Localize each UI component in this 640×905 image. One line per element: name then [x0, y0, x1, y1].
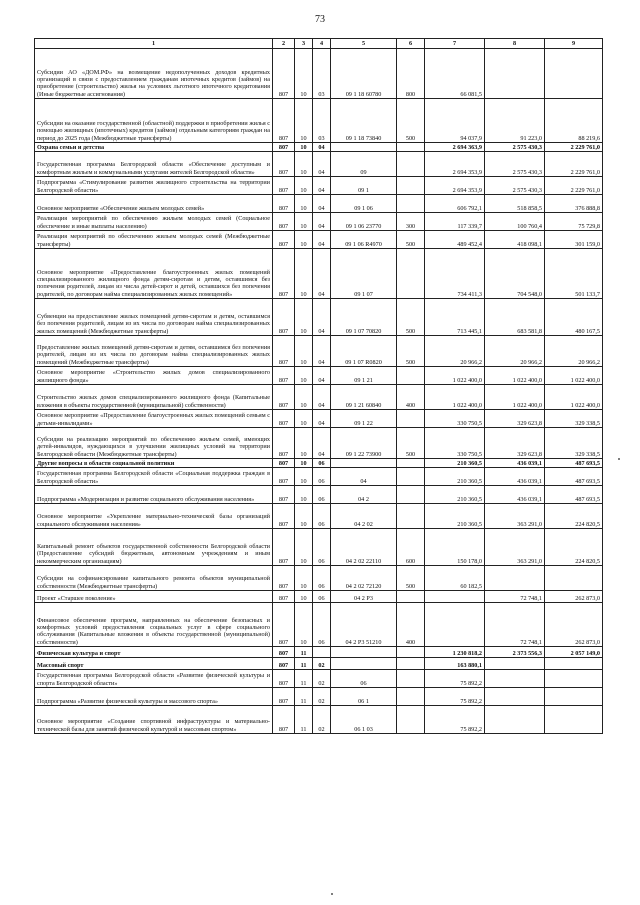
expense-type-cell: 500	[397, 99, 425, 143]
amount-year3-cell: 480 167,5	[545, 299, 603, 336]
amount-year3-cell: 224 820,5	[545, 529, 603, 566]
row-name-cell: Охрана семьи и детства	[35, 143, 273, 152]
subsection-code-cell: 04	[313, 367, 331, 385]
admin-code-cell: 807	[273, 566, 295, 591]
amount-year1-cell: 20 966,2	[425, 336, 485, 367]
table-row	[35, 195, 603, 213]
amount-year1-cell: 330 750,5	[425, 428, 485, 459]
expense-type-cell: 600	[397, 529, 425, 566]
row-name-cell: Основное мероприятие «Предоставление благоустроенных жилых помещений специализированного жилищного фонда детям-сиротам и детям, оставшимся без попечения родителей, лицам из числа детей-сирот и детей, оставшихся без попечения родителей, по договорам найма специализированных жилых помещений»	[35, 249, 273, 299]
target-article-cell: 09 1 07 R0820	[331, 336, 397, 367]
table-row	[35, 213, 603, 231]
amount-year3-cell: 487 693,5	[545, 486, 603, 504]
target-article-cell: 09 1 07 70820	[331, 299, 397, 336]
amount-year1-cell: 150 178,0	[425, 529, 485, 566]
amount-year3-cell: 1 022 400,0	[545, 385, 603, 410]
amount-year3-cell	[545, 688, 603, 706]
amount-year3-cell: 301 159,0	[545, 231, 603, 249]
amount-year3-cell: 501 133,7	[545, 249, 603, 299]
row-name-cell: Основное мероприятие «Укрепление материально-технической базы организаций социального обслуживания населения»	[35, 504, 273, 529]
column-header: 8	[485, 39, 545, 49]
section-code-cell: 10	[295, 428, 313, 459]
target-article-cell: 09 1 06 R4970	[331, 231, 397, 249]
admin-code-cell: 807	[273, 177, 295, 195]
scan-speck	[618, 458, 620, 460]
admin-code-cell: 807	[273, 670, 295, 688]
amount-year2-cell: 100 760,4	[485, 213, 545, 231]
row-name-cell: Строительство жилых домов специализированного жилищного фонда (Капитальные вложения в объекты государственной (муниципальной) собственности)	[35, 385, 273, 410]
table-row	[35, 688, 603, 706]
admin-code-cell: 807	[273, 195, 295, 213]
amount-year2-cell: 518 858,5	[485, 195, 545, 213]
admin-code-cell: 807	[273, 459, 295, 468]
amount-year2-cell: 72 748,1	[485, 603, 545, 647]
table-row	[35, 428, 603, 459]
amount-year3-cell: 2 229 761,0	[545, 152, 603, 177]
column-header: 5	[331, 39, 397, 49]
table-row	[35, 367, 603, 385]
row-name-cell: Основное мероприятие «Строительство жилых домов специализированного жилищного фонда»	[35, 367, 273, 385]
table-row	[35, 249, 603, 299]
amount-year2-cell: 329 623,8	[485, 428, 545, 459]
table-row	[35, 336, 603, 367]
target-article-cell: 09 1 22	[331, 410, 397, 428]
expense-type-cell	[397, 410, 425, 428]
row-name-cell: Массовый спорт	[35, 658, 273, 670]
row-name-cell: Субсидии на реализацию мероприятий по обеспечению жильем семей, имеющих детей-инвалидов, нуждающихся в улучшении жилищных условий на территории Белгородской области (Межбюджетные трансферты)	[35, 428, 273, 459]
section-code-cell: 10	[295, 603, 313, 647]
amount-year2-cell: 436 039,1	[485, 459, 545, 468]
amount-year2-cell	[485, 688, 545, 706]
amount-year2-cell	[485, 658, 545, 670]
target-article-cell: 06 1 03	[331, 706, 397, 734]
section-code-cell: 11	[295, 670, 313, 688]
admin-code-cell: 807	[273, 385, 295, 410]
admin-code-cell: 807	[273, 99, 295, 143]
admin-code-cell: 807	[273, 529, 295, 566]
subsection-code-cell: 02	[313, 688, 331, 706]
expense-type-cell	[397, 706, 425, 734]
target-article-cell: 04 2 02 72120	[331, 566, 397, 591]
column-header: 1	[35, 39, 273, 49]
amount-year2-cell: 329 623,8	[485, 410, 545, 428]
expense-type-cell	[397, 152, 425, 177]
amount-year3-cell	[545, 49, 603, 99]
target-article-cell	[331, 143, 397, 152]
admin-code-cell: 807	[273, 49, 295, 99]
subsection-code-cell: 04	[313, 177, 331, 195]
section-code-cell: 10	[295, 49, 313, 99]
row-name-cell: Государственная программа Белгородской области «Развитие физической культуры и спорта Белгородской области»	[35, 670, 273, 688]
section-code-cell: 10	[295, 486, 313, 504]
target-article-cell: 09 1 22 73900	[331, 428, 397, 459]
row-name-cell: Реализация мероприятий по обеспечению жильем молодых семей (Межбюджетные трансферты)	[35, 231, 273, 249]
column-header: 6	[397, 39, 425, 49]
amount-year2-cell: 363 291,0	[485, 504, 545, 529]
subsection-code-cell: 04	[313, 143, 331, 152]
row-name-cell: Подпрограмма «Развитие физической культуры и массового спорта»	[35, 688, 273, 706]
column-header: 2	[273, 39, 295, 49]
amount-year2-cell: 2 373 556,3	[485, 647, 545, 658]
amount-year1-cell: 210 360,5	[425, 504, 485, 529]
target-article-cell: 09 1 18 73840	[331, 99, 397, 143]
table-row	[35, 410, 603, 428]
amount-year2-cell: 2 575 430,3	[485, 143, 545, 152]
admin-code-cell: 807	[273, 213, 295, 231]
row-name-cell: Основное мероприятие «Предоставление благоустроенных жилых помещений семьям с детьми-инвалидами»	[35, 410, 273, 428]
amount-year2-cell	[485, 566, 545, 591]
amount-year2-cell	[485, 706, 545, 734]
expense-type-cell	[397, 468, 425, 486]
amount-year3-cell: 224 820,5	[545, 504, 603, 529]
admin-code-cell: 807	[273, 336, 295, 367]
row-name-cell: Субсидии АО «ДОМ.РФ» на возмещение недополученных доходов кредитных организаций в связи с предоставлением гражданам ипотечных кредитов (займов) на приобретение (строительство) жилья на условиях льготного ипотечного кредитования (Иные бюджетные ассигнования)	[35, 49, 273, 99]
expense-type-cell	[397, 504, 425, 529]
amount-year1-cell	[425, 603, 485, 647]
budget-table	[34, 38, 603, 734]
expense-type-cell	[397, 670, 425, 688]
row-name-cell: Подпрограмма «Стимулирование развития жилищного строительства на территории Белгородской области»	[35, 177, 273, 195]
subsection-code-cell: 03	[313, 99, 331, 143]
amount-year2-cell: 363 291,0	[485, 529, 545, 566]
row-name-cell: Предоставление жилых помещений детям-сиротам и детям, оставшимся без попечения родителей, лицам из их числа по договорам найма специализированных жилых помещений (Межбюджетные трансферты)	[35, 336, 273, 367]
amount-year1-cell: 75 892,2	[425, 670, 485, 688]
amount-year3-cell: 329 338,5	[545, 410, 603, 428]
amount-year1-cell: 713 445,1	[425, 299, 485, 336]
amount-year1-cell: 210 360,5	[425, 486, 485, 504]
expense-type-cell	[397, 367, 425, 385]
table-row	[35, 49, 603, 99]
section-code-cell: 10	[295, 385, 313, 410]
amount-year2-cell: 1 022 400,0	[485, 367, 545, 385]
table-row	[35, 591, 603, 603]
section-code-cell: 10	[295, 231, 313, 249]
admin-code-cell: 807	[273, 658, 295, 670]
amount-year1-cell: 66 081,5	[425, 49, 485, 99]
row-name-cell: Основное мероприятие «Создание спортивной инфраструктуры и материально-технической базы для занятий физической культурой и массовым спортом»	[35, 706, 273, 734]
section-code-cell: 10	[295, 195, 313, 213]
admin-code-cell: 807	[273, 504, 295, 529]
amount-year1-cell: 330 750,5	[425, 410, 485, 428]
amount-year1-cell: 734 411,3	[425, 249, 485, 299]
section-code-cell: 10	[295, 410, 313, 428]
target-article-cell: 09 1 07	[331, 249, 397, 299]
amount-year3-cell	[545, 658, 603, 670]
section-code-cell: 10	[295, 367, 313, 385]
table-row	[35, 143, 603, 152]
admin-code-cell: 807	[273, 143, 295, 152]
target-article-cell: 04	[331, 468, 397, 486]
target-article-cell: 09 1 06	[331, 195, 397, 213]
amount-year3-cell: 376 888,8	[545, 195, 603, 213]
subsection-code-cell: 06	[313, 486, 331, 504]
amount-year1-cell: 75 892,2	[425, 688, 485, 706]
section-code-cell: 10	[295, 336, 313, 367]
amount-year1-cell: 606 792,1	[425, 195, 485, 213]
row-name-cell: Капитальный ремонт объектов государственной собственности Белгородской области (Предоставление субсидий бюджетным, автономным учреждениям и иным некоммерческим организациям)	[35, 529, 273, 566]
subsection-code-cell: 04	[313, 299, 331, 336]
amount-year3-cell: 88 219,6	[545, 99, 603, 143]
subsection-code-cell: 06	[313, 591, 331, 603]
amount-year3-cell: 20 966,2	[545, 336, 603, 367]
subsection-code-cell: 04	[313, 385, 331, 410]
table-row	[35, 152, 603, 177]
expense-type-cell	[397, 249, 425, 299]
table-row	[35, 706, 603, 734]
amount-year3-cell: 75 729,8	[545, 213, 603, 231]
row-name-cell: Другие вопросы в области социальной политики	[35, 459, 273, 468]
section-code-cell: 10	[295, 566, 313, 591]
admin-code-cell: 807	[273, 249, 295, 299]
section-code-cell: 10	[295, 249, 313, 299]
section-code-cell: 11	[295, 706, 313, 734]
amount-year2-cell: 2 575 430,3	[485, 152, 545, 177]
row-name-cell: Государственная программа Белгородской области «Обеспечение доступным и комфортным жильем и коммунальными услугами жителей Белгородской области»	[35, 152, 273, 177]
table-row	[35, 231, 603, 249]
section-code-cell: 11	[295, 658, 313, 670]
subsection-code-cell: 06	[313, 529, 331, 566]
expense-type-cell: 500	[397, 299, 425, 336]
table-row	[35, 529, 603, 566]
table-row	[35, 603, 603, 647]
expense-type-cell: 500	[397, 428, 425, 459]
expense-type-cell: 500	[397, 231, 425, 249]
table-row	[35, 468, 603, 486]
expense-type-cell: 300	[397, 213, 425, 231]
subsection-code-cell: 04	[313, 195, 331, 213]
expense-type-cell	[397, 647, 425, 658]
subsection-code-cell: 06	[313, 468, 331, 486]
row-name-cell: Субсидии на софинансирование капитального ремонта объектов муниципальной собственности (Межбюджетные трансферты)	[35, 566, 273, 591]
section-code-cell: 10	[295, 152, 313, 177]
target-article-cell: 04 2 P3 51210	[331, 603, 397, 647]
expense-type-cell	[397, 195, 425, 213]
subsection-code-cell: 04	[313, 231, 331, 249]
target-article-cell: 09 1 06 23770	[331, 213, 397, 231]
amount-year1-cell: 1 022 400,0	[425, 367, 485, 385]
subsection-code-cell: 06	[313, 504, 331, 529]
amount-year1-cell: 2 694 353,9	[425, 152, 485, 177]
target-article-cell: 09 1 21	[331, 367, 397, 385]
subsection-code-cell: 02	[313, 658, 331, 670]
amount-year2-cell: 91 223,0	[485, 99, 545, 143]
table-header-row	[35, 39, 603, 49]
section-code-cell: 11	[295, 688, 313, 706]
row-name-cell: Реализация мероприятий по обеспечению жильем молодых семей (Социальное обеспечение и иные выплаты населению)	[35, 213, 273, 231]
admin-code-cell: 807	[273, 299, 295, 336]
subsection-code-cell	[313, 647, 331, 658]
amount-year3-cell	[545, 670, 603, 688]
amount-year1-cell: 117 339,7	[425, 213, 485, 231]
column-header: 4	[313, 39, 331, 49]
amount-year1-cell: 94 037,9	[425, 99, 485, 143]
expense-type-cell	[397, 688, 425, 706]
amount-year3-cell: 262 873,0	[545, 603, 603, 647]
admin-code-cell: 807	[273, 688, 295, 706]
amount-year1-cell: 60 182,5	[425, 566, 485, 591]
section-code-cell: 10	[295, 504, 313, 529]
subsection-code-cell: 06	[313, 459, 331, 468]
amount-year1-cell: 489 452,4	[425, 231, 485, 249]
subsection-code-cell: 02	[313, 670, 331, 688]
target-article-cell: 04 2 02 22110	[331, 529, 397, 566]
subsection-code-cell: 04	[313, 336, 331, 367]
table-row	[35, 658, 603, 670]
admin-code-cell: 807	[273, 706, 295, 734]
expense-type-cell	[397, 459, 425, 468]
admin-code-cell: 807	[273, 231, 295, 249]
subsection-code-cell: 03	[313, 49, 331, 99]
section-code-cell: 10	[295, 468, 313, 486]
admin-code-cell: 807	[273, 591, 295, 603]
table-row	[35, 177, 603, 195]
amount-year3-cell: 2 057 149,0	[545, 647, 603, 658]
target-article-cell	[331, 459, 397, 468]
row-name-cell: Физическая культура и спорт	[35, 647, 273, 658]
subsection-code-cell: 02	[313, 706, 331, 734]
subsection-code-cell: 06	[313, 566, 331, 591]
amount-year2-cell: 704 548,0	[485, 249, 545, 299]
amount-year3-cell	[545, 706, 603, 734]
admin-code-cell: 807	[273, 367, 295, 385]
section-code-cell: 11	[295, 647, 313, 658]
amount-year1-cell: 210 360,5	[425, 459, 485, 468]
amount-year3-cell: 329 338,5	[545, 428, 603, 459]
section-code-cell: 10	[295, 213, 313, 231]
page-number: 73	[315, 14, 325, 25]
expense-type-cell: 400	[397, 603, 425, 647]
row-name-cell: Государственная программа Белгородской области «Социальная поддержка граждан в Белгородской области»	[35, 468, 273, 486]
target-article-cell: 06 1	[331, 688, 397, 706]
target-article-cell: 09 1 21 60840	[331, 385, 397, 410]
subsection-code-cell: 06	[313, 603, 331, 647]
amount-year3-cell: 2 229 761,0	[545, 143, 603, 152]
target-article-cell: 09	[331, 152, 397, 177]
target-article-cell: 04 2	[331, 486, 397, 504]
row-name-cell: Финансовое обеспечение программ, направленных на обеспечение безопасных и комфортных условий предоставления социальных услуг в сфере социального обслуживания (Капитальные вложения в объекты государственной (муниципальной) собственности)	[35, 603, 273, 647]
amount-year3-cell	[545, 566, 603, 591]
subsection-code-cell: 04	[313, 213, 331, 231]
subsection-code-cell: 04	[313, 249, 331, 299]
target-article-cell	[331, 647, 397, 658]
amount-year1-cell: 210 360,5	[425, 468, 485, 486]
target-article-cell	[331, 658, 397, 670]
expense-type-cell: 800	[397, 49, 425, 99]
section-code-cell: 10	[295, 299, 313, 336]
row-name-cell: Субсидии на оказание государственной (областной) поддержки в приобретении жилья с помощью жилищных (ипотечных) кредитов (займов) отдельным категориям граждан на период до 2025 года (Межбюджетные трансферты)	[35, 99, 273, 143]
row-name-cell: Подпрограмма «Модернизация и развитие социального обслуживания населения»	[35, 486, 273, 504]
section-code-cell: 10	[295, 529, 313, 566]
amount-year2-cell: 2 575 430,3	[485, 177, 545, 195]
row-name-cell: Субвенции на предоставление жилых помещений детям-сиротам и детям, оставшимся без попечения родителей, лицам из их числа по договорам найма специализированных жилых помещений (Межбюджетные трансферты)	[35, 299, 273, 336]
admin-code-cell: 807	[273, 410, 295, 428]
table-row	[35, 299, 603, 336]
subsection-code-cell: 04	[313, 152, 331, 177]
subsection-code-cell: 04	[313, 428, 331, 459]
table-row	[35, 459, 603, 468]
row-name-cell: Проект «Старшее поколение»	[35, 591, 273, 603]
amount-year2-cell: 1 022 400,0	[485, 385, 545, 410]
expense-type-cell	[397, 658, 425, 670]
amount-year2-cell: 418 098,1	[485, 231, 545, 249]
expense-type-cell: 400	[397, 385, 425, 410]
table-row	[35, 504, 603, 529]
amount-year2-cell: 683 581,8	[485, 299, 545, 336]
amount-year3-cell: 1 022 400,0	[545, 367, 603, 385]
table-row	[35, 647, 603, 658]
target-article-cell: 09 1	[331, 177, 397, 195]
section-code-cell: 10	[295, 99, 313, 143]
scan-speck	[331, 893, 333, 895]
amount-year2-cell: 436 039,1	[485, 486, 545, 504]
amount-year1-cell: 2 694 363,9	[425, 143, 485, 152]
amount-year1-cell: 75 892,2	[425, 706, 485, 734]
amount-year3-cell: 487 693,5	[545, 468, 603, 486]
admin-code-cell: 807	[273, 647, 295, 658]
admin-code-cell: 807	[273, 152, 295, 177]
section-code-cell: 10	[295, 177, 313, 195]
expense-type-cell: 500	[397, 336, 425, 367]
subsection-code-cell: 04	[313, 410, 331, 428]
table-row	[35, 99, 603, 143]
section-code-cell: 10	[295, 143, 313, 152]
amount-year2-cell	[485, 670, 545, 688]
expense-type-cell	[397, 177, 425, 195]
table-row	[35, 385, 603, 410]
amount-year1-cell: 1 230 818,2	[425, 647, 485, 658]
row-name-cell: Основное мероприятие «Обеспечение жильем молодых семей»	[35, 195, 273, 213]
section-code-cell: 10	[295, 459, 313, 468]
amount-year1-cell: 163 880,1	[425, 658, 485, 670]
amount-year2-cell: 72 748,1	[485, 591, 545, 603]
target-article-cell: 06	[331, 670, 397, 688]
table-row	[35, 486, 603, 504]
amount-year2-cell	[485, 49, 545, 99]
admin-code-cell: 807	[273, 468, 295, 486]
table-row	[35, 566, 603, 591]
amount-year2-cell: 436 039,1	[485, 468, 545, 486]
admin-code-cell: 807	[273, 428, 295, 459]
column-header: 3	[295, 39, 313, 49]
amount-year3-cell: 262 873,0	[545, 591, 603, 603]
column-header: 7	[425, 39, 485, 49]
expense-type-cell	[397, 591, 425, 603]
expense-type-cell	[397, 143, 425, 152]
admin-code-cell: 807	[273, 603, 295, 647]
amount-year3-cell: 487 693,5	[545, 459, 603, 468]
amount-year3-cell: 2 229 761,0	[545, 177, 603, 195]
expense-type-cell: 500	[397, 566, 425, 591]
table-row	[35, 670, 603, 688]
amount-year2-cell: 20 966,2	[485, 336, 545, 367]
amount-year1-cell: 1 022 400,0	[425, 385, 485, 410]
target-article-cell: 04 2 P3	[331, 591, 397, 603]
admin-code-cell: 807	[273, 486, 295, 504]
amount-year1-cell	[425, 591, 485, 603]
amount-year1-cell: 2 694 353,9	[425, 177, 485, 195]
section-code-cell: 10	[295, 591, 313, 603]
expense-type-cell	[397, 486, 425, 504]
column-header: 9	[545, 39, 603, 49]
target-article-cell: 04 2 02	[331, 504, 397, 529]
target-article-cell: 09 1 18 60780	[331, 49, 397, 99]
